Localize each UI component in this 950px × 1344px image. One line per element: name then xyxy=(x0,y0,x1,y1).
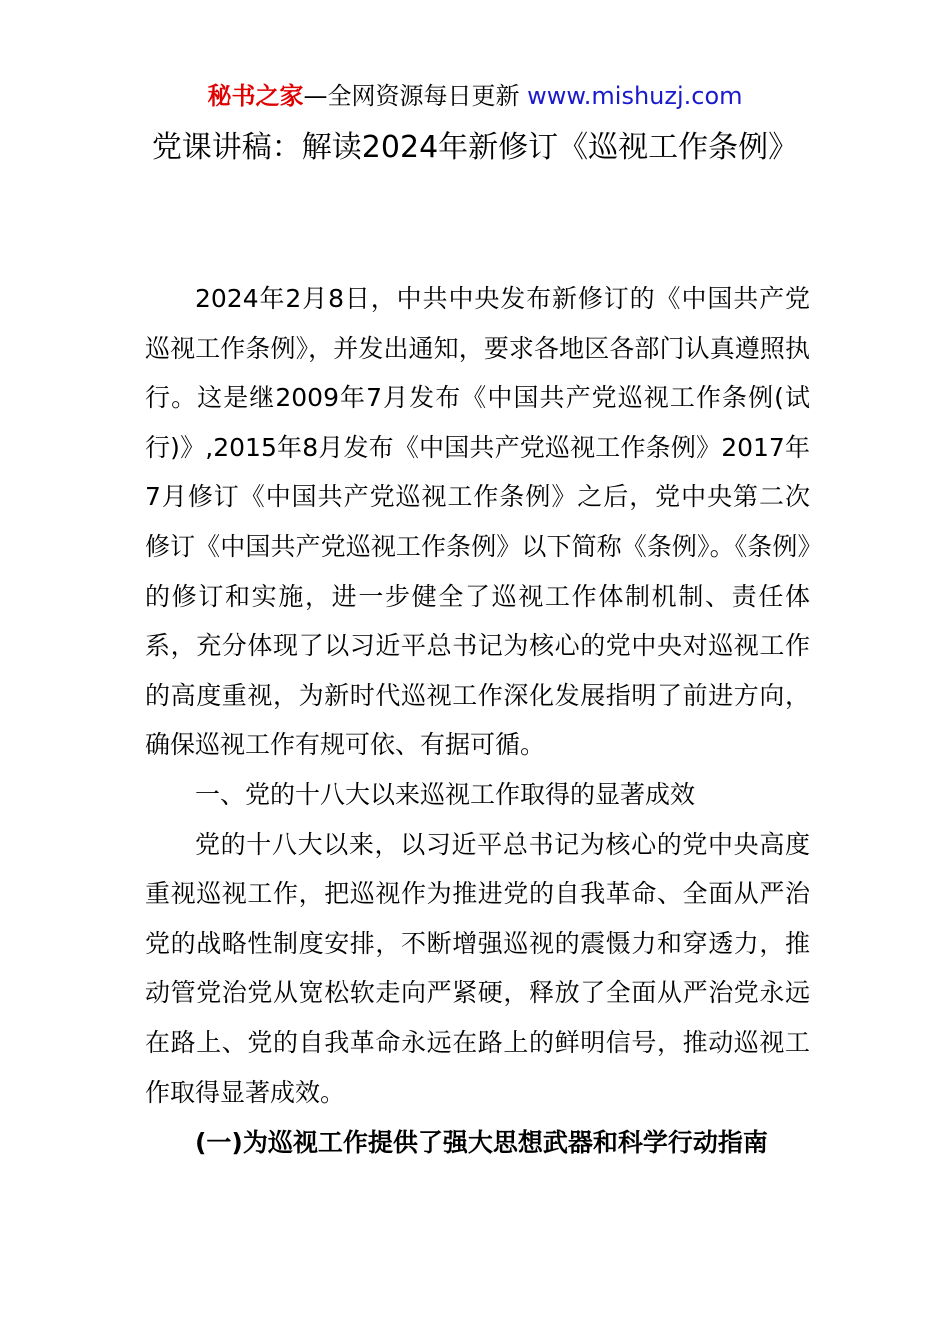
subsection-heading-1: (一)为巡视工作提供了强大思想武器和科学行动指南 xyxy=(195,1128,768,1158)
section-heading-1: 一、党的十八大以来巡视工作取得的显著成效 xyxy=(195,779,696,809)
document-title: 党课讲稿：解读2024年新修订《巡视工作条例》 xyxy=(151,130,799,165)
document-body xyxy=(145,274,810,1168)
site-url-link[interactable]: www.mishuzj.com xyxy=(527,82,743,110)
paragraph-intro: 2024年2月8日，中共中央发布新修订的《中国共产党巡视工作条例》，并发出通知，要求各地区各部门认真遵照执行。这是继2009年7月发布《中国共产党巡视工作条例(试行)》,2015年8月发布《中国共产党巡视工作条例》2017年7月修订《中国共产党巡视工作条例》之后，党中央第二次修订《中国共产党巡视工作条例》以下简称《条例》。《条例》的修订和实施，进一步健全了巡视工作体制机制、责任体系，充分体现了以习近平总书记为核心的党中央对巡视工作的高度重视，为新时代巡视工作深化发展指明了前进方向，确保巡视工作有规可依、有据可循。 xyxy=(145,284,810,760)
site-name: 秘书之家 xyxy=(207,82,304,110)
paragraph-achievements: 党的十八大以来，以习近平总书记为核心的党中央高度重视巡视工作，把巡视作为推进党的自我革命、全面从严治党的战略性制度安排，不断增强巡视的震慑力和穿透力，推动管党治党从宽松软走向严紧硬，释放了全面从严治党永远在路上、党的自我革命永远在路上的鲜明信号，推动巡视工作取得显著成效。 xyxy=(145,829,810,1107)
site-header xyxy=(0,80,950,112)
site-tagline: —全网资源每日更新 xyxy=(303,82,520,110)
